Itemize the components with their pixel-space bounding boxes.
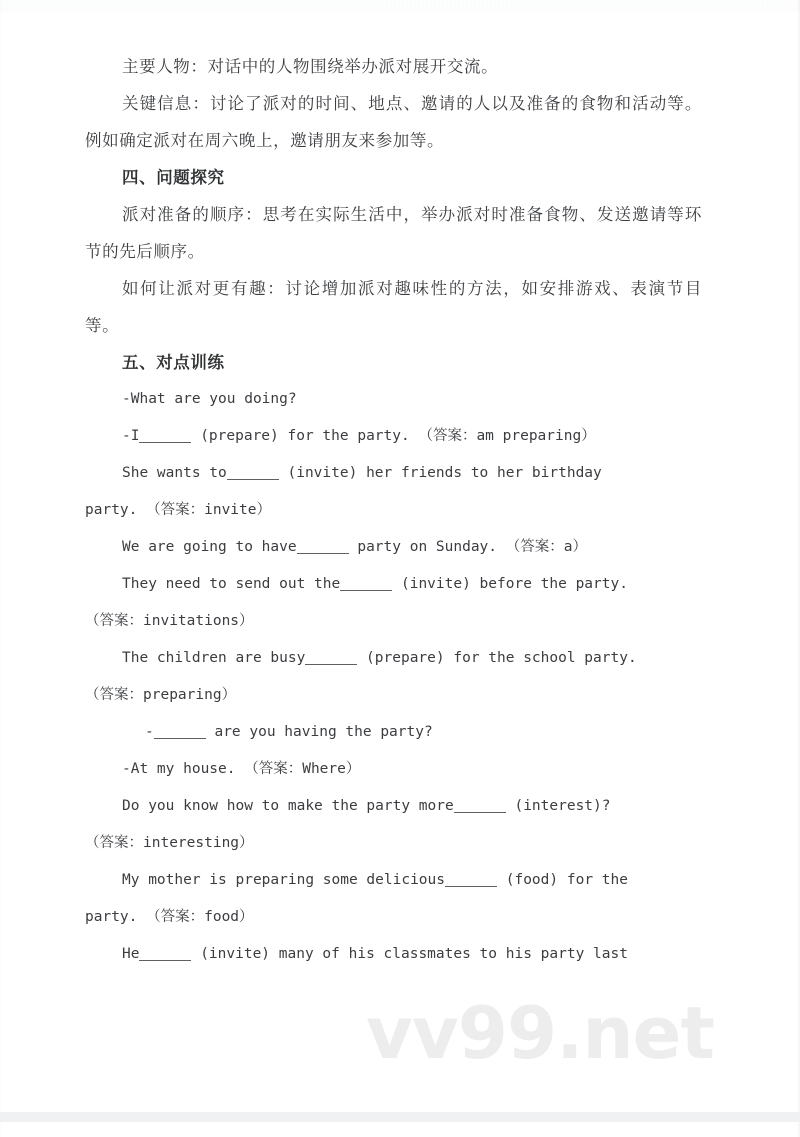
exercise-text: party on Sunday. （答案：a） bbox=[348, 539, 587, 555]
exercise-text: (food) for the bbox=[497, 872, 628, 888]
exercise-text: (prepare) for the party. （答案：am preparing） bbox=[191, 428, 596, 444]
chinese-body-block bbox=[85, 48, 702, 381]
body-paragraph: 派对准备的顺序：思考在实际生活中，举办派对时准备食物、发送邀请等环节的先后顺序。 bbox=[85, 205, 702, 261]
section-heading: 五、对点训练 bbox=[122, 353, 225, 372]
exercise-text: （答案：preparing） bbox=[85, 687, 237, 703]
exercise-text: (prepare) for the school party. bbox=[357, 650, 637, 666]
exercise-line bbox=[85, 862, 702, 899]
exercise-line bbox=[85, 381, 702, 418]
exercise-line bbox=[85, 418, 702, 455]
exercise-text: Do you know how to make the party more bbox=[122, 798, 454, 814]
fill-in-blank[interactable] bbox=[454, 797, 506, 813]
body-paragraph: 如何让派对更有趣：讨论增加派对趣味性的方法，如安排游戏、表演节目等。 bbox=[85, 279, 702, 335]
exercise-line bbox=[85, 899, 702, 936]
exercise-text: (invite) many of his classmates to his party last bbox=[191, 946, 628, 962]
exercise-text: party. （答案：food） bbox=[85, 909, 254, 925]
site-watermark: vv99.net bbox=[366, 991, 714, 1075]
exercise-line bbox=[85, 677, 702, 714]
exercise-text: (interest)? bbox=[505, 798, 611, 814]
fill-in-blank[interactable] bbox=[297, 538, 349, 554]
exercise-text: -At my house. （答案：Where） bbox=[122, 761, 361, 777]
scan-artifact-top bbox=[0, 0, 800, 12]
exercise-text: party. （答案：invite） bbox=[85, 502, 271, 518]
fill-in-blank[interactable] bbox=[139, 945, 191, 961]
exercise-text: He bbox=[122, 946, 140, 962]
exercise-line bbox=[85, 825, 702, 862]
exercise-line bbox=[85, 640, 702, 677]
exercise-text: They need to send out the bbox=[122, 576, 341, 592]
body-paragraph: 主要人物：对话中的人物围绕举办派对展开交流。 bbox=[122, 57, 499, 76]
fill-in-blank[interactable] bbox=[445, 871, 497, 887]
fill-in-blank[interactable] bbox=[305, 649, 357, 665]
exercise-line bbox=[85, 751, 702, 788]
exercise-text: (invite) before the party. bbox=[392, 576, 628, 592]
fill-in-blank[interactable] bbox=[154, 723, 206, 739]
exercise-line bbox=[85, 492, 702, 529]
exercise-text: are you having the party? bbox=[205, 724, 433, 740]
exercise-line bbox=[85, 603, 702, 640]
exercise-line bbox=[85, 455, 702, 492]
exercise-line bbox=[85, 788, 702, 825]
exercise-text: -What are you doing? bbox=[122, 391, 297, 407]
scan-artifact-bottom bbox=[0, 1112, 800, 1122]
exercise-text: - bbox=[145, 724, 154, 740]
section-heading: 四、问题探究 bbox=[122, 168, 225, 187]
exercise-text: （答案：invitations） bbox=[85, 613, 254, 629]
fill-in-blank[interactable] bbox=[139, 427, 191, 443]
exercise-line bbox=[85, 566, 702, 603]
page-edge-left bbox=[0, 0, 2, 1137]
exercise-text: -I bbox=[122, 428, 140, 444]
document-content bbox=[85, 48, 702, 973]
exercise-text: She wants to bbox=[122, 465, 227, 481]
fill-in-blank[interactable] bbox=[227, 464, 279, 480]
fill-in-blank[interactable] bbox=[340, 575, 392, 591]
exercise-text: (invite) her friends to her birthday bbox=[278, 465, 602, 481]
exercise-text: （答案：interesting） bbox=[85, 835, 254, 851]
exercise-line bbox=[85, 529, 702, 566]
exercise-line bbox=[85, 714, 702, 751]
body-paragraph: 关键信息：讨论了派对的时间、地点、邀请的人以及准备的食物和活动等。例如确定派对在周六晚上，邀请朋友来参加等。 bbox=[85, 94, 702, 150]
exercise-text: The children are busy bbox=[122, 650, 306, 666]
exercise-text: We are going to have bbox=[122, 539, 297, 555]
exercise-line bbox=[85, 936, 702, 973]
exercise-block bbox=[85, 381, 702, 973]
exercise-text: My mother is preparing some delicious bbox=[122, 872, 446, 888]
